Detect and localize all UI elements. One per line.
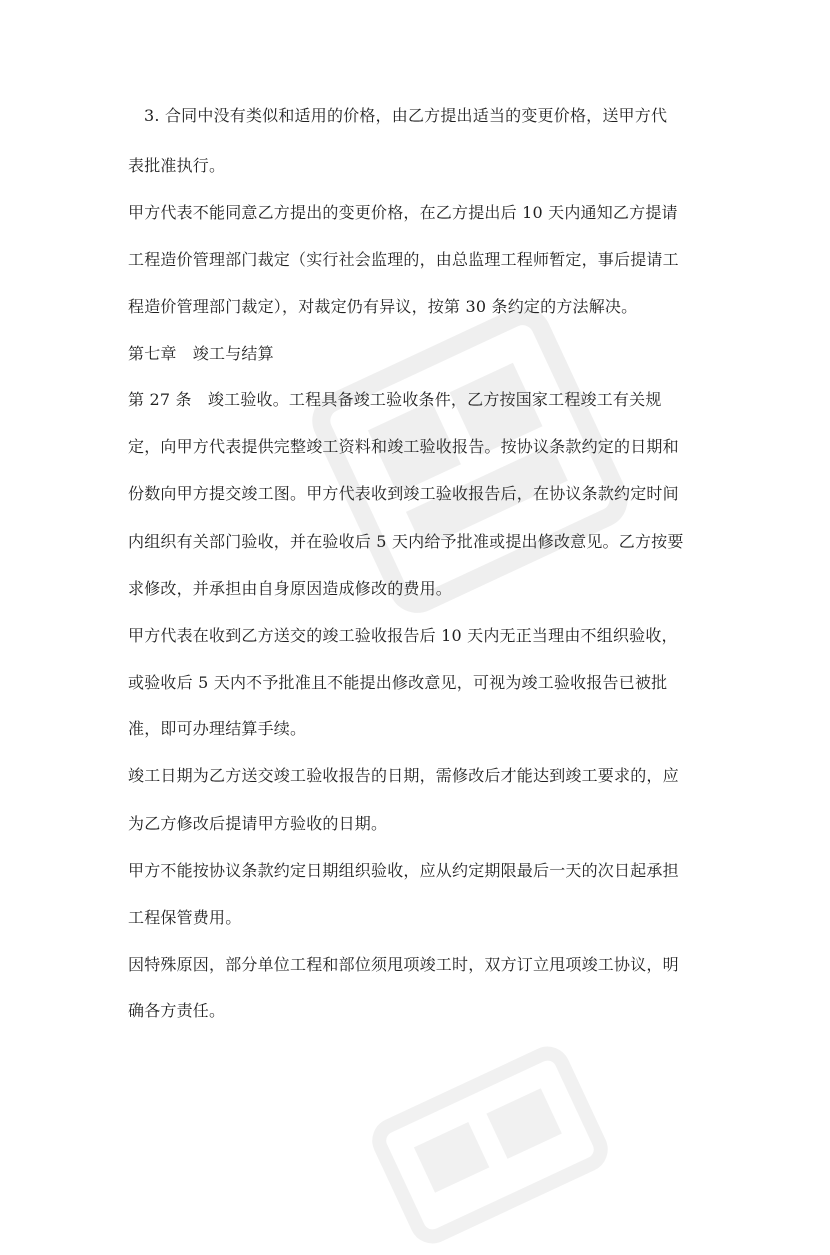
paragraph-line: 份数向甲方提交竣工图。甲方代表收到竣工验收报告后，在协议条款约定时间 <box>128 484 679 503</box>
paragraph-line: 为乙方修改后提请甲方验收的日期。 <box>128 814 388 833</box>
paragraph-line: 准，即可办理结算手续。 <box>128 719 307 738</box>
paragraph-line: 竣工日期为乙方送交竣工验收报告的日期，需修改后才能达到竣工要求的，应 <box>128 766 679 785</box>
paragraph-line: 或验收后 5 天内不予批准且不能提出修改意见，可视为竣工验收报告已被批 <box>128 673 668 692</box>
paragraph-line: 工程保管费用。 <box>128 908 242 927</box>
paragraph-line: 定，向甲方代表提供完整竣工资料和竣工验收报告。按协议条款约定的日期和 <box>128 437 679 456</box>
paragraph-line: 表批准执行。 <box>128 156 226 175</box>
paragraph-line: 内组织有关部门验收，并在验收后 5 天内给予批准或提出修改意见。乙方按要 <box>128 532 684 551</box>
paragraph-line: 工程造价管理部门裁定（实行社会监理的，由总监理工程师暂定，事后提请工 <box>128 250 679 269</box>
paragraph-line: 因特殊原因，部分单位工程和部位须甩项竣工时，双方订立甩项竣工协议，明 <box>128 955 679 974</box>
chapter-heading: 第七章 竣工与结算 <box>128 344 274 363</box>
paragraph-line: 第 27 条 竣工验收。工程具备竣工验收条件，乙方按国家工程竣工有关规 <box>128 390 662 409</box>
paragraph-line: 确各方责任。 <box>128 1001 226 1020</box>
paragraph-line: 求修改，并承担由自身原因造成修改的费用。 <box>128 579 453 598</box>
paragraph-line: 甲方不能按协议条款约定日期组织验收，应从约定期限最后一天的次日起承担 <box>128 861 679 880</box>
paragraph-line: 甲方代表不能同意乙方提出的变更价格，在乙方提出后 10 天内通知乙方提请 <box>128 203 678 222</box>
watermark-graphic-bottom <box>361 1035 620 1255</box>
paragraph-line: 3. 合同中没有类似和适用的价格，由乙方提出适当的变更价格，送甲方代 <box>144 106 668 125</box>
paragraph-line: 程造价管理部门裁定），对裁定仍有异议，按第 30 条约定的方法解决。 <box>128 297 638 316</box>
paragraph-line: 甲方代表在收到乙方送交的竣工验收报告后 10 天内无正当理由不组织验收， <box>128 626 678 645</box>
